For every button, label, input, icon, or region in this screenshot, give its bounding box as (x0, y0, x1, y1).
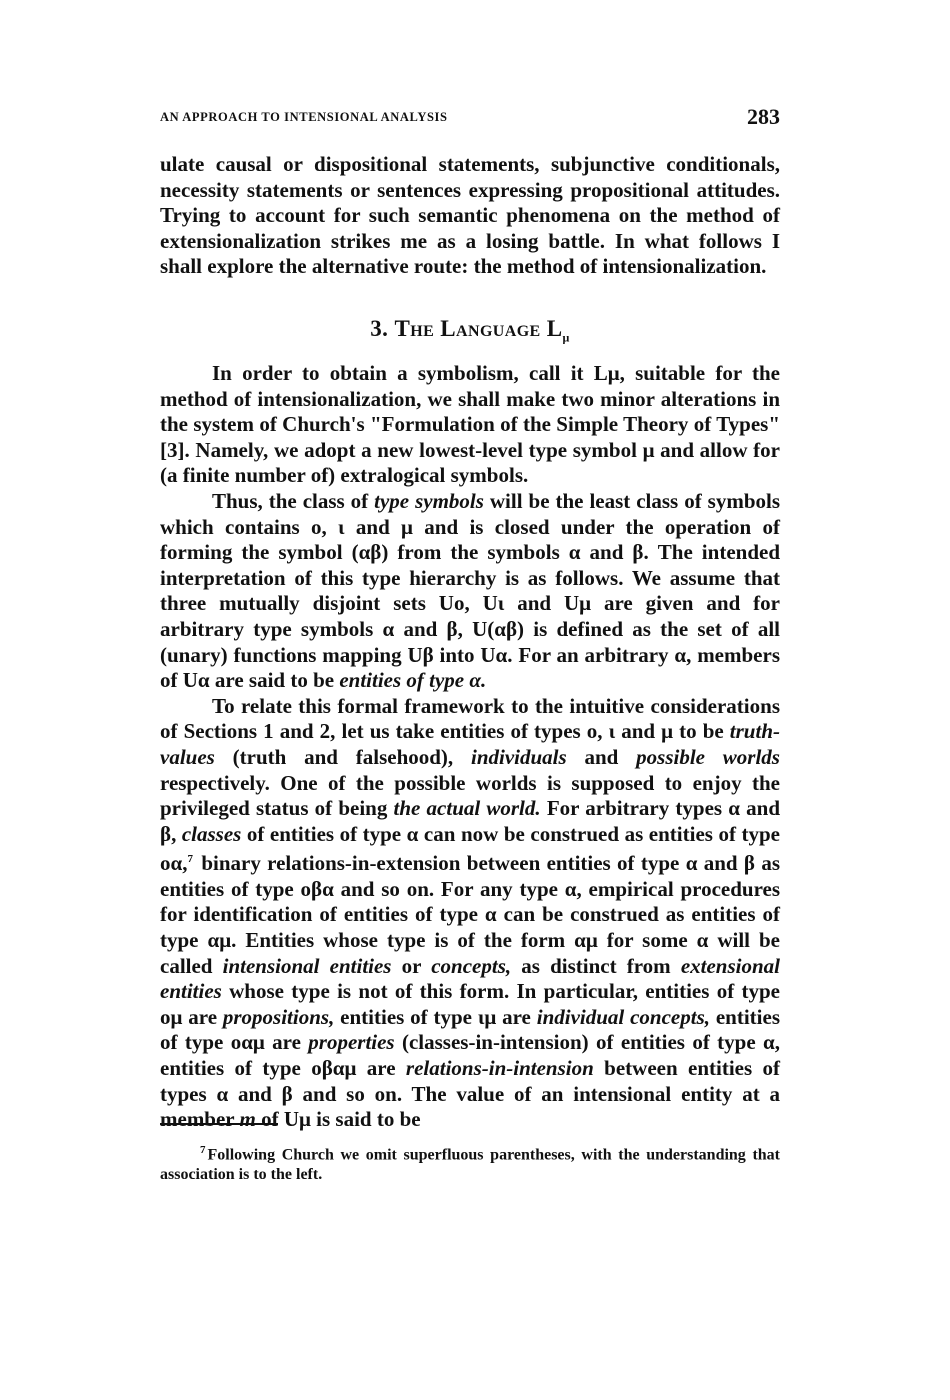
p2-text-a: Thus, the class of (212, 488, 375, 513)
p3-text-b: (truth and falsehood), (214, 744, 471, 769)
p2-text-b: will be the least class of symbols which contains o, ι and μ and is closed under the operation of forming the symbol (αβ) from the symbols α and β. The intended interpretation of this type hierarchy is as follows. We assume that three mutually disjoint sets Uo, Uι and Uμ are given and for arbitrary type symbols α and β, U(αβ) is defined as the set of all (unary) functions mapping Uβ into Uα. For an arbitrary α, members of Uα are said to be (160, 488, 781, 693)
p3-text-i: as distinct from (511, 953, 681, 978)
p2-emphasis-type-symbols: type symbols (374, 488, 484, 513)
p3-emphasis-actual-world: the actual world. (393, 796, 541, 821)
p3-text-h: or (391, 953, 432, 978)
p3-emphasis-possible-worlds: possible worlds (636, 744, 780, 769)
p3-emphasis-extensional-entities: extensional entities (160, 953, 780, 1004)
section-number: 3. (370, 316, 389, 341)
p3-text-n: between entities of types α and β and so on. The value of an intensional entity at a member (160, 1056, 781, 1132)
p3-text-a: To relate this formal framework to the intuitive considerations of Sections 1 and 2, let us take entities of types o, ι and μ to be (160, 693, 780, 744)
footnote-text: Following Church we omit superfluous parentheses, with the understanding that association is to the left. (160, 1146, 780, 1184)
intro-paragraph (160, 152, 780, 280)
footnote (160, 1140, 780, 1185)
p3-text-m: (classes-in-intension) of entities of type α, entities of type oβαμ are (160, 1030, 780, 1081)
p3-emphasis-m: m (239, 1107, 256, 1132)
section-body (160, 361, 780, 1133)
page-number: 283 (747, 104, 780, 129)
section-title: The Language L (394, 316, 563, 341)
running-head (160, 104, 780, 130)
body-paragraph-3 (160, 694, 780, 1133)
intro-text: ulate causal or dispositional statements, subjunctive conditionals, necessity statements or sentences expressing propositional attitudes. Trying to account for such semantic phenomena on the method of extensionalization strikes me as a losing battle. In what follows I shall explore the alternative route: the method of intensionalization. (160, 152, 780, 279)
p3-emphasis-relations-in-intension: relations-in-intension (405, 1056, 594, 1081)
p3-text-l: entities of type oαμ are (160, 1004, 780, 1055)
p3-emphasis-propositions: propositions, (222, 1004, 335, 1029)
running-title: AN APPROACH TO INTENSIONAL ANALYSIS (160, 110, 448, 124)
p2-emphasis-entities: entities of type α. (339, 668, 487, 693)
p3-text-g: binary relations-in-extension between entities of type α and β as entities of type oβα and so on. For any type α, empirical procedures for identification of entities of type α can be construed as entities of type αμ. Entities whose type is of the form αμ for some α will be called (160, 851, 780, 978)
section-heading (160, 316, 780, 346)
p3-emphasis-properties: properties (308, 1030, 395, 1055)
footnote-reference[interactable]: 7 (187, 853, 193, 866)
p3-text-c: and (566, 744, 637, 769)
footnote-rule (160, 1123, 278, 1125)
section-title-subscript: μ (562, 330, 570, 345)
p3-text-f: of entities of type α can now be construed as entities of type oα, (160, 821, 780, 876)
p3-emphasis-classes: classes (181, 821, 242, 846)
p3-emphasis-truth-values: truth-values (160, 719, 780, 769)
p3-text-j: whose type is not of this form. In particular, entities of type oμ are (160, 979, 780, 1029)
footnote-marker: 7 (200, 1144, 206, 1156)
p3-emphasis-intensional-entities: intensional entities (222, 953, 392, 978)
p3-emphasis-individuals: individuals (470, 744, 567, 769)
p3-text-d: respectively. One of the possible worlds is supposed to enjoy the privileged status of being (160, 770, 780, 821)
p3-text-k: entities of type ιμ are (334, 1004, 537, 1029)
body-paragraph-2 (160, 489, 780, 694)
p3-text-o: of Uμ is said to be (255, 1107, 421, 1132)
p3-emphasis-individual-concepts: individual concepts, (536, 1004, 710, 1029)
p3-text-e: For arbitrary types α and β, (160, 796, 780, 846)
body-paragraph-1: In order to obtain a symbolism, call it Lμ, suitable for the method of intensionalization, we shall make two minor alterations in the system of Church's "Formulation of the Simple Theory of Types" [3]. Namely, we adopt a new lowest-level type symbol μ and allow for (a finite number of) extralogical symbols. (160, 361, 780, 488)
p3-emphasis-concepts: concepts, (431, 953, 512, 978)
